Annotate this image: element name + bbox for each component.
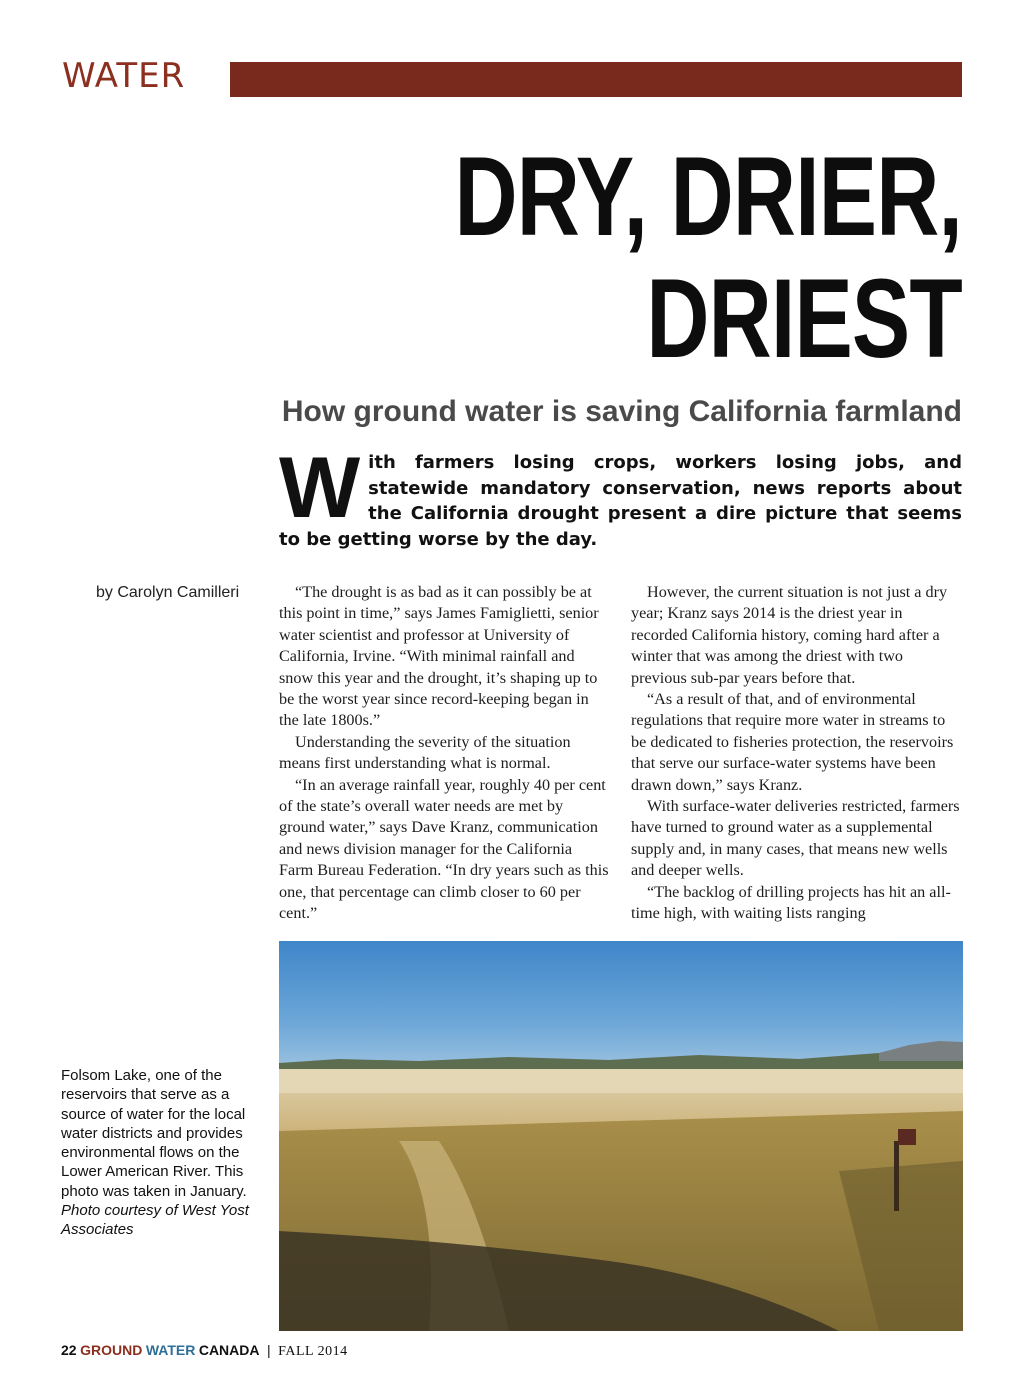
body-paragraph: However, the current situation is not just a dry year; Kranz says 2014 is the driest year in recorded California history, coming hard after a winter that was among the driest with two previous sub-par years before that. — [631, 583, 948, 687]
headline-line-2: DRIEST — [646, 256, 962, 381]
body-paragraph: “As a result of that, and of environmental regulations that require more water in streams to be dedicated to fisheries protection, the reservoirs that serve our surface-water systems have been drawn down,” says Kranz. — [631, 690, 954, 794]
deck-subtitle: How ground water is saving California farmland — [281, 395, 962, 428]
folsom-lake-photo — [279, 941, 963, 1331]
byline: by Carolyn Camilleri — [96, 584, 240, 601]
footer-separator: | — [267, 1342, 271, 1358]
issue-date: FALL 2014 — [278, 1344, 348, 1359]
drop-cap: W — [279, 440, 361, 536]
caption-text: Folsom Lake, one of the reservoirs that serve as a source of water for the local water districts and provides environmental flows on the Lower American River. This photo was taken in January. — [61, 1067, 247, 1200]
photo-caption — [61, 1066, 251, 1240]
page-footer — [61, 1340, 348, 1362]
body-paragraph: “The drought is as bad as it can possibly be at this point in time,” says James Famiglietti, senior water scientist and professor at University of California, Irvine. “With minimal rainfall and snow this year and the drought, it’s shaping up to be the worst year since record-keeping began in the late 1800s.” — [279, 583, 599, 730]
publication-name-water: WATER — [145, 1342, 196, 1358]
body-paragraph: “The backlog of drilling projects has hit an all-time high, with waiting lists ranging — [631, 882, 951, 923]
publication-name-ground: GROUND — [80, 1342, 143, 1358]
lede-paragraph — [279, 440, 962, 552]
headline — [400, 136, 962, 380]
body-paragraph: Understanding the severity of the situation means first understanding what is normal. — [279, 732, 571, 773]
section-label: WATER — [62, 56, 186, 96]
headline-line-1: DRY, DRIER, — [454, 134, 962, 259]
photo-credit: Photo courtesy of West Yost Associates — [61, 1202, 249, 1239]
lede-text: ith farmers losing crops, workers losing jobs, and statewide mandatory conservation, news reports about the California drought present a dire picture that seems to be getting worse by the day. — [279, 452, 962, 550]
body-paragraph: With surface-water deliveries restricted, farmers have turned to ground water as a supplemental supply and, in many cases, that means new wells and deeper wells. — [631, 797, 960, 880]
page-number: 22 — [61, 1342, 77, 1358]
body-column-1 — [279, 582, 609, 925]
body-column-2 — [631, 582, 961, 925]
body-paragraph: “In an average rainfall year, roughly 40 per cent of the state’s overall water needs are met by ground water,” says Dave Kranz, communication and news division manager for the California Farm Bureau Federation. “In dry years such as this one, that percentage can climb closer to 60 per cent.” — [279, 775, 609, 923]
section-rule — [230, 62, 962, 97]
publication-name-canada: CANADA — [198, 1342, 260, 1358]
